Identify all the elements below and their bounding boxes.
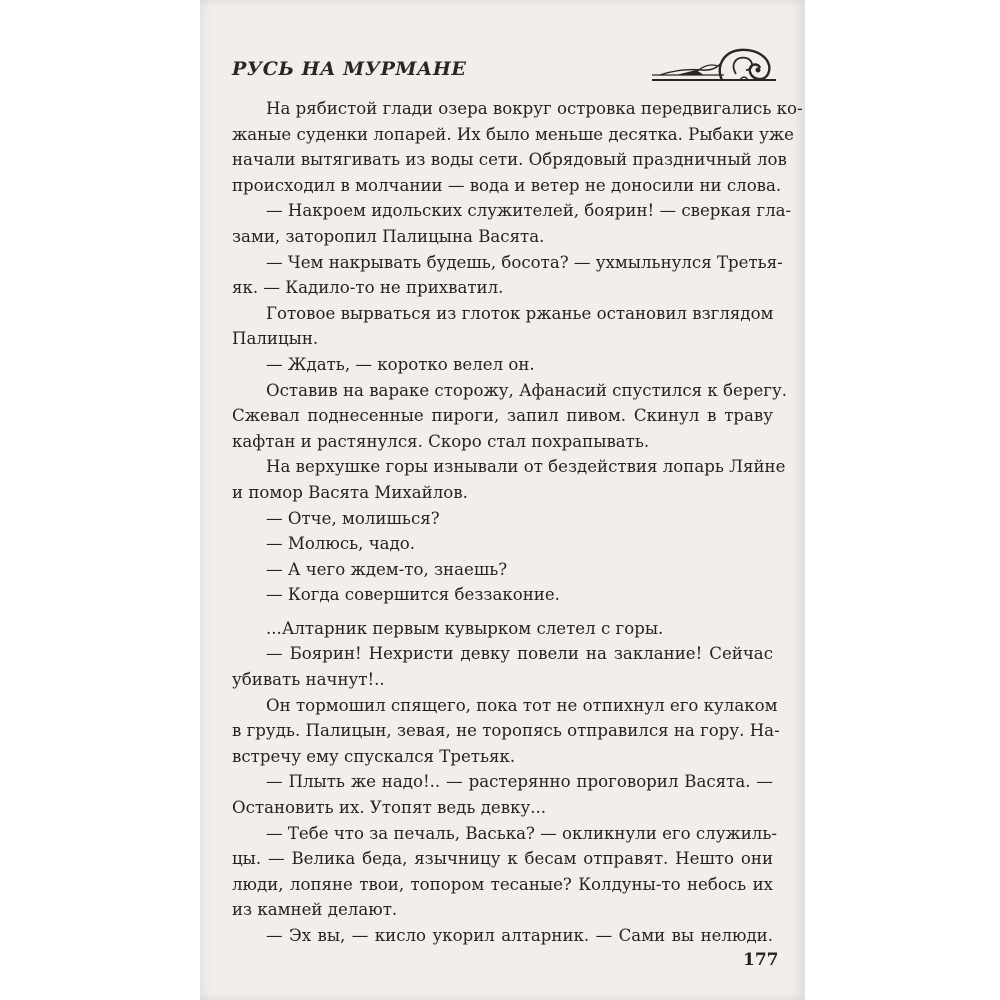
text-line: происходил в молчании — вода и ветер не доносили ни слова. xyxy=(232,175,782,195)
text-line: люди, лопяне твои, топором тесаные? Колдуны-то небось их xyxy=(232,874,773,894)
text-line: як. — Кадило-то не прихватил. xyxy=(232,278,504,298)
text-line: Сжевал поднесенные пироги, запил пивом. Скинул в траву xyxy=(232,406,773,426)
text-line: в грудь. Палицын, зевая, не торопясь отправился на гору. На- xyxy=(232,721,780,741)
text-line: Оставив на вараке сторожу, Афанасий спустился к берегу. xyxy=(266,380,788,400)
text-line: На рябистой глади озера вокруг островка передвигались ко- xyxy=(266,99,803,118)
text-line: — Эх вы, — кисло укорил алтарник. — Сами вы нелюди. xyxy=(266,926,773,945)
text-line: начали вытягивать из воды сети. Обрядовый праздничный лов xyxy=(232,150,787,170)
text-line: цы. — Велика беда, язычницу к бесам отправят. Нешто они xyxy=(232,849,773,869)
text-line: убивать начнут!.. xyxy=(232,670,385,690)
text-line: Палицын. xyxy=(232,329,319,349)
folk-scroll-ornament-icon xyxy=(650,44,780,84)
running-header xyxy=(232,44,772,84)
text-line: — Боярин! Нехристи девку повели на заклание! Сейчас xyxy=(266,644,773,664)
text-line: — Когда совершится беззаконие. xyxy=(266,585,560,605)
page-number: 177 xyxy=(743,950,779,970)
body-text xyxy=(232,96,803,949)
text-line: — Ждать, — коротко велел он. xyxy=(266,354,535,374)
text-line: встречу ему спускался Третьяк. xyxy=(232,746,516,766)
paragraph-gap xyxy=(232,608,773,616)
text-line: Остановить их. Утопят ведь девку... xyxy=(232,798,547,818)
text-line: — Чем накрывать будешь, босота? — ухмыльнулся Третья- xyxy=(266,252,783,272)
text-line: — А чего ждем-то, знаешь? xyxy=(266,559,508,579)
text-line: жаные суденки лопарей. Их было меньше десятка. Рыбаки уже xyxy=(232,124,794,144)
text-line: из камней делают. xyxy=(232,900,398,920)
text-line: — Тебе что за печаль, Васька? — окликнули его служиль- xyxy=(266,823,777,843)
text-line: — Отче, молишься? xyxy=(266,508,440,528)
text-line: — Молюсь, чадо. xyxy=(266,534,416,554)
text-line: кафтан и растянулся. Скоро стал похрапывать. xyxy=(232,431,650,451)
text-line: ...Алтарник первым кувырком слетел с горы. xyxy=(266,618,664,638)
running-title: РУСЬ НА МУРМАНЕ xyxy=(232,58,467,80)
text-line: Готовое вырваться из глоток ржанье остановил взглядом xyxy=(266,303,774,323)
text-line: и помор Васята Михайлов. xyxy=(232,482,468,502)
text-line: Он тормошил спящего, пока тот не отпихнул его кулаком xyxy=(266,695,778,715)
text-line: — Плыть же надо!.. — растерянно проговорил Васята. — xyxy=(266,772,773,792)
text-line: зами, заторопил Палицына Васята. xyxy=(232,226,545,246)
text-line: — Накроем идольских служителей, боярин! — сверкая гла- xyxy=(266,201,792,221)
text-line: На верхушке горы изнывали от бездействия лопарь Ляйне xyxy=(266,457,786,477)
